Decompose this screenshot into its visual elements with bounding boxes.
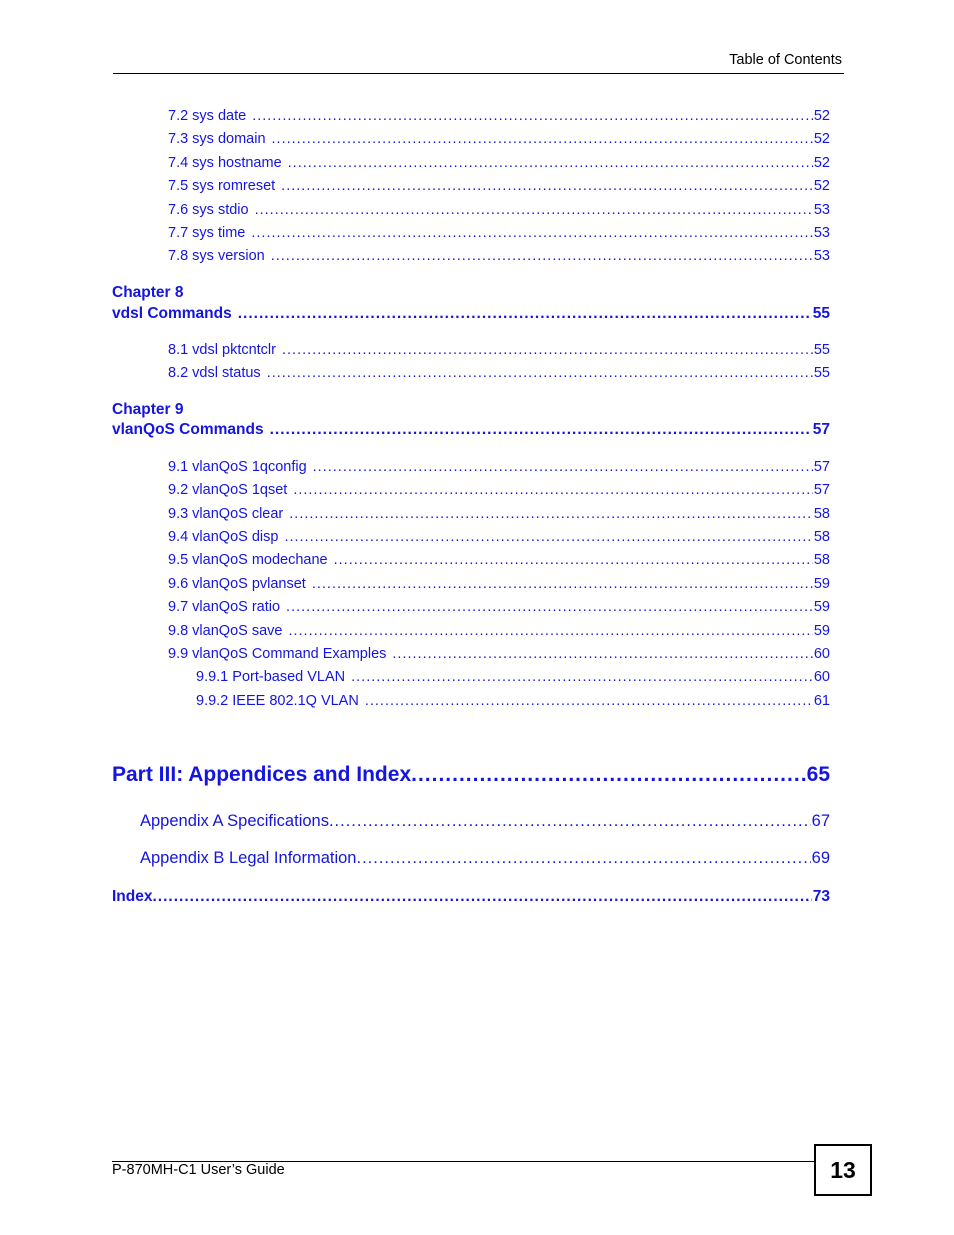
- toc-subentry[interactable]: 9.9.2 IEEE 802.1Q VLAN ..... 61: [196, 693, 830, 709]
- part-title-entry[interactable]: Part III: Appendices and Index ..... 65: [112, 763, 830, 787]
- footer-guide-title: P-870MH-C1 User’s Guide: [112, 1162, 285, 1178]
- leader-dots: [238, 305, 812, 323]
- leader-dots: [329, 812, 811, 831]
- leader-dots: [289, 506, 813, 522]
- header-title: Table of Contents: [729, 52, 842, 68]
- toc-entry[interactable]: 9.9 vlanQoS Command Examples ..... 60: [168, 646, 830, 662]
- leader-dots: [267, 365, 813, 381]
- toc-entry[interactable]: 9.2 vlanQoS 1qset ..... 57: [168, 482, 830, 498]
- leader-dots: [281, 178, 813, 194]
- leader-dots: [152, 888, 811, 906]
- toc-entry[interactable]: 9.1 vlanQoS 1qconfig ..... 57: [168, 459, 830, 475]
- toc-entry[interactable]: 7.3 sys domain ..... 52: [168, 131, 830, 147]
- toc-entry[interactable]: 8.2 vdsl status ..... 55: [168, 365, 830, 381]
- leader-dots: [312, 576, 813, 592]
- toc-entry[interactable]: 7.5 sys romreset ..... 52: [168, 178, 830, 194]
- toc-entry[interactable]: 7.6 sys stdio ..... 53: [168, 202, 830, 218]
- header-divider: [113, 73, 844, 74]
- toc-entry[interactable]: 7.7 sys time ..... 53: [168, 225, 830, 241]
- leader-dots: [365, 693, 813, 709]
- leader-dots: [272, 131, 813, 147]
- toc-entry[interactable]: 9.7 vlanQoS ratio ..... 59: [168, 599, 830, 615]
- toc-entry[interactable]: 9.6 vlanQoS pvlanset ..... 59: [168, 576, 830, 592]
- leader-dots: [284, 529, 812, 545]
- toc-entry[interactable]: 9.8 vlanQoS save ..... 59: [168, 623, 830, 639]
- leader-dots: [288, 155, 813, 171]
- chapter-label[interactable]: Chapter 9: [112, 401, 184, 418]
- toc-entry[interactable]: 7.2 sys date ..... 52: [168, 108, 830, 124]
- leader-dots: [411, 763, 806, 787]
- toc-entry[interactable]: 7.8 sys version ..... 53: [168, 248, 830, 264]
- leader-dots: [356, 849, 810, 868]
- leader-dots: [351, 669, 813, 685]
- leader-dots: [286, 599, 813, 615]
- leader-dots: [282, 342, 813, 358]
- leader-dots: [313, 459, 813, 475]
- chapter-title-entry[interactable]: vlanQoS Commands ..... 57: [112, 421, 830, 439]
- appendix-entry[interactable]: Appendix B Legal Information ..... 69: [140, 849, 830, 868]
- leader-dots: [392, 646, 812, 662]
- leader-dots: [255, 202, 813, 218]
- chapter-label[interactable]: Chapter 8: [112, 284, 184, 301]
- toc-entry[interactable]: 8.1 vdsl pktcntclr ..... 55: [168, 342, 830, 358]
- toc-entry[interactable]: 9.3 vlanQoS clear ..... 58: [168, 506, 830, 522]
- chapter-title-entry[interactable]: vdsl Commands ..... 55: [112, 305, 830, 323]
- leader-dots: [334, 552, 813, 568]
- leader-dots: [293, 482, 813, 498]
- index-entry[interactable]: Index ..... 73: [112, 888, 830, 906]
- leader-dots: [252, 108, 813, 124]
- leader-dots: [251, 225, 813, 241]
- leader-dots: [288, 623, 812, 639]
- toc-entry[interactable]: 9.4 vlanQoS disp ..... 58: [168, 529, 830, 545]
- page-number-box: 13: [814, 1144, 872, 1196]
- leader-dots: [271, 248, 813, 264]
- leader-dots: [270, 421, 812, 439]
- toc-subentry[interactable]: 9.9.1 Port-based VLAN ..... 60: [196, 669, 830, 685]
- toc-entry[interactable]: 7.4 sys hostname ..... 52: [168, 155, 830, 171]
- toc-entry[interactable]: 9.5 vlanQoS modechane ..... 58: [168, 552, 830, 568]
- appendix-entry[interactable]: Appendix A Specifications ..... 67: [140, 812, 830, 831]
